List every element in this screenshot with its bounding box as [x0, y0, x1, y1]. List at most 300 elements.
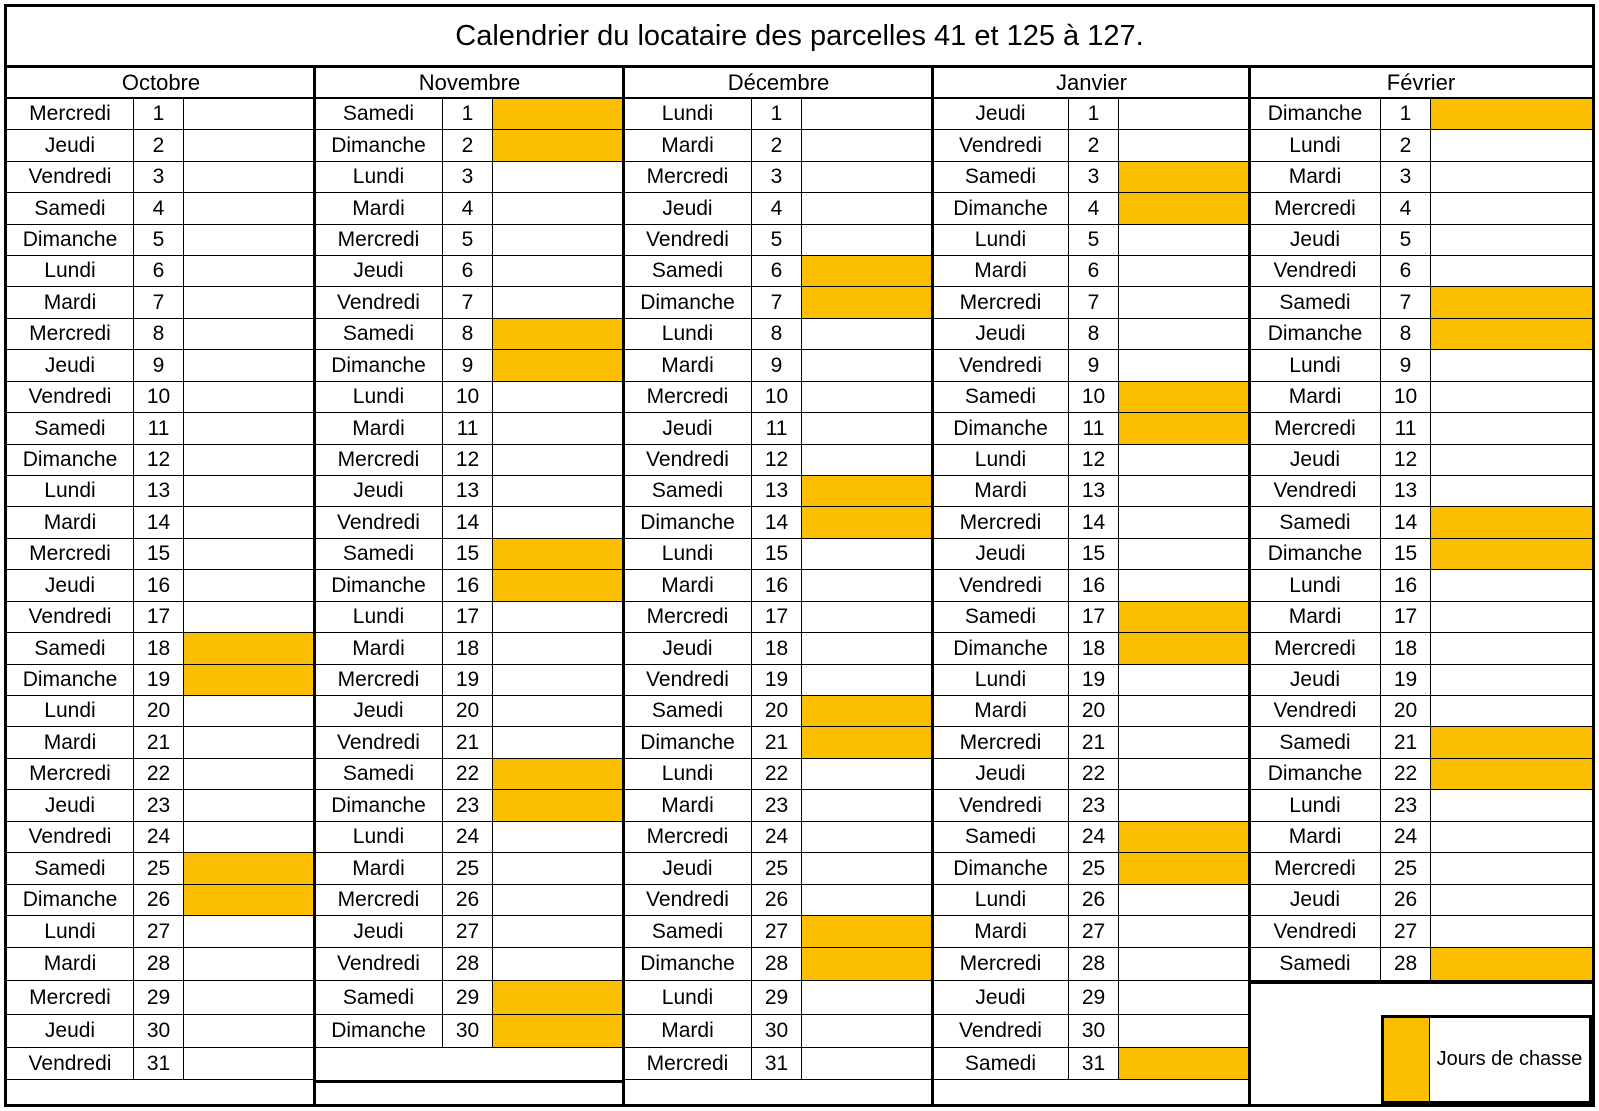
empty-marker-cell — [493, 507, 624, 538]
day-row — [7, 696, 315, 727]
weekday-cell: Vendredi — [315, 287, 443, 318]
hunting-day-marker — [1119, 853, 1250, 884]
empty-marker-cell — [1119, 1015, 1250, 1047]
weekday-cell: Mardi — [624, 570, 752, 601]
weekday-cell: Mercredi — [1250, 853, 1381, 884]
day-row — [624, 696, 933, 727]
day-row — [315, 319, 624, 350]
empty-marker-cell — [1431, 822, 1592, 852]
day-row — [315, 225, 624, 256]
date-cell: 1 — [134, 99, 184, 129]
hunting-day-marker — [1431, 948, 1592, 980]
date-cell: 2 — [1069, 130, 1119, 161]
empty-marker-cell — [493, 696, 624, 726]
date-cell: 15 — [1381, 539, 1431, 569]
hunting-day-marker — [493, 99, 624, 129]
empty-marker-cell — [493, 853, 624, 884]
empty-marker-cell — [802, 822, 933, 852]
weekday-cell: Lundi — [1250, 350, 1381, 381]
day-row — [624, 570, 933, 602]
date-cell: 5 — [752, 225, 802, 255]
day-row — [933, 162, 1250, 193]
weekday-cell: Vendredi — [933, 790, 1069, 821]
weekday-cell: Mardi — [7, 507, 134, 538]
empty-marker-cell — [802, 539, 933, 569]
weekday-cell: Jeudi — [7, 350, 134, 381]
day-row — [1250, 759, 1592, 790]
weekday-cell: Mardi — [315, 633, 443, 664]
weekday-cell: Mardi — [933, 696, 1069, 726]
hunting-day-marker — [493, 319, 624, 349]
empty-marker-cell — [1119, 790, 1250, 821]
day-row — [933, 602, 1250, 633]
empty-marker-cell — [184, 539, 315, 569]
day-row — [7, 162, 315, 193]
hunting-day-marker — [802, 476, 933, 506]
day-row — [7, 99, 315, 130]
hunting-day-marker — [1431, 99, 1592, 129]
day-row — [933, 570, 1250, 602]
weekday-cell: Dimanche — [624, 727, 752, 758]
day-row — [315, 981, 624, 1015]
date-cell: 13 — [443, 476, 493, 506]
day-row — [7, 1015, 315, 1048]
date-cell: 20 — [134, 696, 184, 726]
day-row — [315, 445, 624, 476]
date-cell: 11 — [1069, 413, 1119, 444]
date-cell: 7 — [1381, 287, 1431, 318]
day-row — [315, 727, 624, 759]
weekday-cell: Jeudi — [7, 570, 134, 601]
empty-marker-cell — [1431, 130, 1592, 161]
day-row — [1250, 476, 1592, 507]
empty-marker-cell — [1119, 350, 1250, 381]
date-cell: 20 — [443, 696, 493, 726]
empty-marker-cell — [1119, 885, 1250, 915]
empty-marker-cell — [802, 193, 933, 224]
date-cell: 29 — [443, 981, 493, 1014]
day-row — [1250, 727, 1592, 759]
date-cell: 1 — [752, 99, 802, 129]
weekday-cell: Jeudi — [315, 696, 443, 726]
empty-marker-cell — [1431, 350, 1592, 381]
hunting-day-marker — [802, 507, 933, 538]
date-cell: 17 — [134, 602, 184, 632]
hunting-day-marker — [1431, 319, 1592, 349]
weekday-cell: Samedi — [624, 696, 752, 726]
day-row — [315, 570, 624, 602]
date-cell: 9 — [443, 350, 493, 381]
weekday-cell: Mercredi — [624, 382, 752, 412]
date-cell: 11 — [443, 413, 493, 444]
weekday-cell: Samedi — [315, 99, 443, 129]
weekday-cell: Vendredi — [624, 885, 752, 915]
weekday-cell: Dimanche — [933, 413, 1069, 444]
weekday-cell: Lundi — [933, 885, 1069, 915]
weekday-cell: Samedi — [315, 319, 443, 349]
empty-marker-cell — [802, 885, 933, 915]
month-header: Novembre — [315, 68, 624, 99]
day-row — [315, 476, 624, 507]
empty-marker-cell — [802, 99, 933, 129]
day-row — [933, 445, 1250, 476]
empty-marker-cell — [1119, 319, 1250, 349]
day-row — [624, 256, 933, 287]
weekday-cell: Samedi — [933, 822, 1069, 852]
empty-marker-cell — [1119, 759, 1250, 789]
day-row — [7, 981, 315, 1015]
date-cell: 9 — [1069, 350, 1119, 381]
day-row — [624, 1015, 933, 1048]
day-row — [624, 790, 933, 822]
date-cell: 12 — [752, 445, 802, 475]
day-row — [7, 476, 315, 507]
empty-marker-cell — [1431, 570, 1592, 601]
weekday-cell: Mardi — [933, 256, 1069, 286]
day-row — [315, 130, 624, 162]
month-column — [7, 68, 315, 1104]
weekday-cell: Jeudi — [624, 633, 752, 664]
weekday-cell: Vendredi — [1250, 916, 1381, 947]
weekday-cell: Lundi — [933, 445, 1069, 475]
date-cell: 2 — [134, 130, 184, 161]
weekday-cell: Lundi — [1250, 570, 1381, 601]
hunting-day-marker — [493, 130, 624, 161]
weekday-cell: Lundi — [7, 476, 134, 506]
weekday-cell: Samedi — [933, 602, 1069, 632]
date-cell: 27 — [1069, 916, 1119, 947]
month-header: Janvier — [933, 68, 1250, 99]
empty-marker-cell — [493, 885, 624, 915]
day-row — [315, 539, 624, 570]
date-cell: 6 — [443, 256, 493, 286]
empty-marker-cell — [184, 696, 315, 726]
date-cell: 19 — [443, 665, 493, 695]
date-cell: 25 — [134, 853, 184, 884]
date-cell: 5 — [1381, 225, 1431, 255]
date-cell: 28 — [134, 948, 184, 980]
day-row — [7, 570, 315, 602]
day-row — [1250, 193, 1592, 225]
weekday-cell: Jeudi — [7, 130, 134, 161]
date-cell: 4 — [1381, 193, 1431, 224]
hunting-day-marker — [802, 696, 933, 726]
hunting-day-marker — [802, 727, 933, 758]
weekday-cell: Jeudi — [7, 790, 134, 821]
empty-marker-cell — [1431, 916, 1592, 947]
day-row — [624, 981, 933, 1015]
day-row — [1250, 99, 1592, 130]
blank-cell-border — [1250, 981, 1592, 984]
weekday-cell: Samedi — [1250, 287, 1381, 318]
weekday-cell: Jeudi — [315, 476, 443, 506]
date-cell: 24 — [752, 822, 802, 852]
empty-marker-cell — [802, 225, 933, 255]
hunting-day-marker — [184, 853, 315, 884]
hunting-day-marker — [1119, 1048, 1250, 1079]
weekday-cell: Mardi — [624, 790, 752, 821]
weekday-cell: Mercredi — [624, 162, 752, 192]
date-cell: 23 — [134, 790, 184, 821]
weekday-cell: Mardi — [1250, 602, 1381, 632]
date-cell: 23 — [1069, 790, 1119, 821]
empty-marker-cell — [1431, 256, 1592, 286]
date-cell: 26 — [443, 885, 493, 915]
empty-marker-cell — [1431, 193, 1592, 224]
weekday-cell: Lundi — [7, 696, 134, 726]
day-row — [1250, 130, 1592, 162]
weekday-cell: Mardi — [933, 476, 1069, 506]
date-cell: 14 — [443, 507, 493, 538]
day-row — [315, 759, 624, 790]
weekday-cell: Mercredi — [315, 885, 443, 915]
date-cell: 11 — [752, 413, 802, 444]
day-row — [933, 885, 1250, 916]
calendar-sheet — [4, 4, 1595, 1107]
weekday-cell: Jeudi — [624, 193, 752, 224]
date-cell: 24 — [1069, 822, 1119, 852]
empty-marker-cell — [184, 507, 315, 538]
day-row — [624, 507, 933, 539]
date-cell: 7 — [443, 287, 493, 318]
day-row — [1250, 916, 1592, 948]
day-row — [624, 99, 933, 130]
day-row — [933, 1015, 1250, 1048]
date-cell: 10 — [1069, 382, 1119, 412]
weekday-cell: Mercredi — [315, 665, 443, 695]
date-cell: 6 — [1069, 256, 1119, 286]
date-cell: 8 — [1381, 319, 1431, 349]
day-row — [7, 948, 315, 981]
weekday-cell: Mercredi — [1250, 193, 1381, 224]
weekday-cell: Samedi — [7, 853, 134, 884]
date-cell: 17 — [443, 602, 493, 632]
day-row — [7, 287, 315, 319]
empty-marker-cell — [1119, 130, 1250, 161]
day-row — [933, 853, 1250, 885]
day-row — [7, 602, 315, 633]
hunting-day-marker — [1431, 507, 1592, 538]
date-cell: 19 — [752, 665, 802, 695]
date-cell: 21 — [1381, 727, 1431, 758]
date-cell: 30 — [443, 1015, 493, 1047]
empty-marker-cell — [1431, 162, 1592, 192]
day-row — [315, 193, 624, 225]
date-cell: 3 — [1381, 162, 1431, 192]
weekday-cell: Dimanche — [315, 790, 443, 821]
date-cell: 4 — [443, 193, 493, 224]
empty-marker-cell — [493, 225, 624, 255]
day-row — [7, 225, 315, 256]
empty-marker-cell — [184, 382, 315, 412]
day-row — [7, 790, 315, 822]
weekday-cell: Lundi — [624, 539, 752, 569]
empty-marker-cell — [184, 445, 315, 475]
empty-marker-cell — [802, 130, 933, 161]
day-row — [7, 445, 315, 476]
weekday-cell: Vendredi — [7, 162, 134, 192]
day-row — [315, 350, 624, 382]
day-row — [1250, 507, 1592, 539]
date-cell: 9 — [1381, 350, 1431, 381]
weekday-cell: Vendredi — [933, 350, 1069, 381]
empty-marker-cell — [1119, 225, 1250, 255]
weekday-cell: Vendredi — [1250, 256, 1381, 286]
day-row — [933, 916, 1250, 948]
day-row — [315, 665, 624, 696]
empty-marker-cell — [1119, 507, 1250, 538]
date-cell: 25 — [1381, 853, 1431, 884]
day-row — [933, 727, 1250, 759]
day-row — [624, 287, 933, 319]
day-row — [624, 382, 933, 413]
day-row — [7, 130, 315, 162]
date-cell: 2 — [752, 130, 802, 161]
empty-marker-cell — [184, 602, 315, 632]
date-cell: 7 — [134, 287, 184, 318]
empty-marker-cell — [1119, 665, 1250, 695]
weekday-cell: Jeudi — [1250, 665, 1381, 695]
empty-marker-cell — [184, 256, 315, 286]
date-cell: 14 — [1381, 507, 1431, 538]
date-cell: 8 — [443, 319, 493, 349]
day-row — [624, 162, 933, 193]
weekday-cell: Mercredi — [7, 759, 134, 789]
weekday-cell: Lundi — [315, 602, 443, 632]
day-row — [7, 256, 315, 287]
weekday-cell: Dimanche — [315, 350, 443, 381]
date-cell: 29 — [752, 981, 802, 1014]
weekday-cell: Mardi — [315, 853, 443, 884]
legend-label: Jours de chasse — [1436, 1048, 1583, 1070]
date-cell: 3 — [1069, 162, 1119, 192]
weekday-cell: Samedi — [1250, 507, 1381, 538]
day-row — [315, 948, 624, 981]
empty-marker-cell — [493, 727, 624, 758]
weekday-cell: Samedi — [624, 916, 752, 947]
date-cell: 26 — [1069, 885, 1119, 915]
day-row — [933, 633, 1250, 665]
empty-marker-cell — [1431, 665, 1592, 695]
weekday-cell: Dimanche — [7, 885, 134, 915]
date-cell: 26 — [134, 885, 184, 915]
weekday-cell: Vendredi — [933, 130, 1069, 161]
day-row — [315, 413, 624, 445]
date-cell: 9 — [752, 350, 802, 381]
weekday-cell: Lundi — [1250, 130, 1381, 161]
weekday-cell: Dimanche — [7, 225, 134, 255]
weekday-cell: Jeudi — [624, 413, 752, 444]
empty-marker-cell — [802, 1015, 933, 1047]
weekday-cell: Vendredi — [624, 445, 752, 475]
weekday-cell: Mercredi — [624, 602, 752, 632]
date-cell: 4 — [752, 193, 802, 224]
weekday-cell: Samedi — [7, 413, 134, 444]
weekday-cell: Dimanche — [624, 507, 752, 538]
hunting-day-marker — [1119, 413, 1250, 444]
weekday-cell: Dimanche — [315, 1015, 443, 1047]
hunting-day-marker — [802, 256, 933, 286]
hunting-day-marker — [1119, 822, 1250, 852]
month-column — [624, 68, 933, 1104]
day-row — [933, 665, 1250, 696]
weekday-cell: Jeudi — [933, 319, 1069, 349]
date-cell: 18 — [1381, 633, 1431, 664]
empty-marker-cell — [184, 948, 315, 980]
day-row — [624, 130, 933, 162]
month-header: Février — [1250, 68, 1592, 99]
date-cell: 20 — [1069, 696, 1119, 726]
date-cell: 15 — [443, 539, 493, 569]
empty-marker-cell — [1431, 413, 1592, 444]
weekday-cell: Mardi — [624, 130, 752, 161]
day-row — [7, 633, 315, 665]
empty-marker-cell — [184, 287, 315, 318]
date-cell: 19 — [1381, 665, 1431, 695]
weekday-cell: Mercredi — [933, 287, 1069, 318]
day-row — [315, 1015, 624, 1048]
date-cell: 21 — [443, 727, 493, 758]
hunting-day-marker — [1119, 162, 1250, 192]
date-cell: 9 — [134, 350, 184, 381]
weekday-cell: Vendredi — [7, 382, 134, 412]
date-cell: 4 — [1069, 193, 1119, 224]
weekday-cell: Mardi — [1250, 162, 1381, 192]
date-cell: 4 — [134, 193, 184, 224]
empty-marker-cell — [1431, 853, 1592, 884]
date-cell: 11 — [1381, 413, 1431, 444]
empty-marker-cell — [493, 602, 624, 632]
date-cell: 2 — [1381, 130, 1431, 161]
empty-marker-cell — [184, 99, 315, 129]
day-row — [1250, 350, 1592, 382]
day-row — [933, 476, 1250, 507]
weekday-cell: Samedi — [315, 539, 443, 569]
date-cell: 3 — [752, 162, 802, 192]
weekday-cell: Dimanche — [933, 633, 1069, 664]
date-cell: 7 — [752, 287, 802, 318]
date-cell: 26 — [752, 885, 802, 915]
date-cell: 29 — [1069, 981, 1119, 1014]
empty-marker-cell — [802, 665, 933, 695]
weekday-cell: Dimanche — [1250, 759, 1381, 789]
day-row — [624, 413, 933, 445]
day-row — [1250, 790, 1592, 822]
hunting-day-marker — [493, 539, 624, 569]
date-cell: 13 — [134, 476, 184, 506]
weekday-cell: Jeudi — [1250, 885, 1381, 915]
empty-marker-cell — [1119, 445, 1250, 475]
empty-marker-cell — [1431, 225, 1592, 255]
empty-marker-cell — [184, 476, 315, 506]
day-row — [1250, 413, 1592, 445]
empty-marker-cell — [493, 162, 624, 192]
day-row — [1250, 602, 1592, 633]
day-row — [933, 539, 1250, 570]
day-row — [315, 822, 624, 853]
weekday-cell: Vendredi — [7, 822, 134, 852]
blank-cell-border — [315, 1080, 624, 1083]
day-row — [315, 790, 624, 822]
date-cell: 23 — [1381, 790, 1431, 821]
weekday-cell: Mercredi — [1250, 633, 1381, 664]
day-row — [1250, 665, 1592, 696]
empty-marker-cell — [1119, 570, 1250, 601]
day-row — [7, 853, 315, 885]
date-cell: 7 — [1069, 287, 1119, 318]
hunting-day-marker — [1119, 382, 1250, 412]
empty-marker-cell — [1431, 382, 1592, 412]
